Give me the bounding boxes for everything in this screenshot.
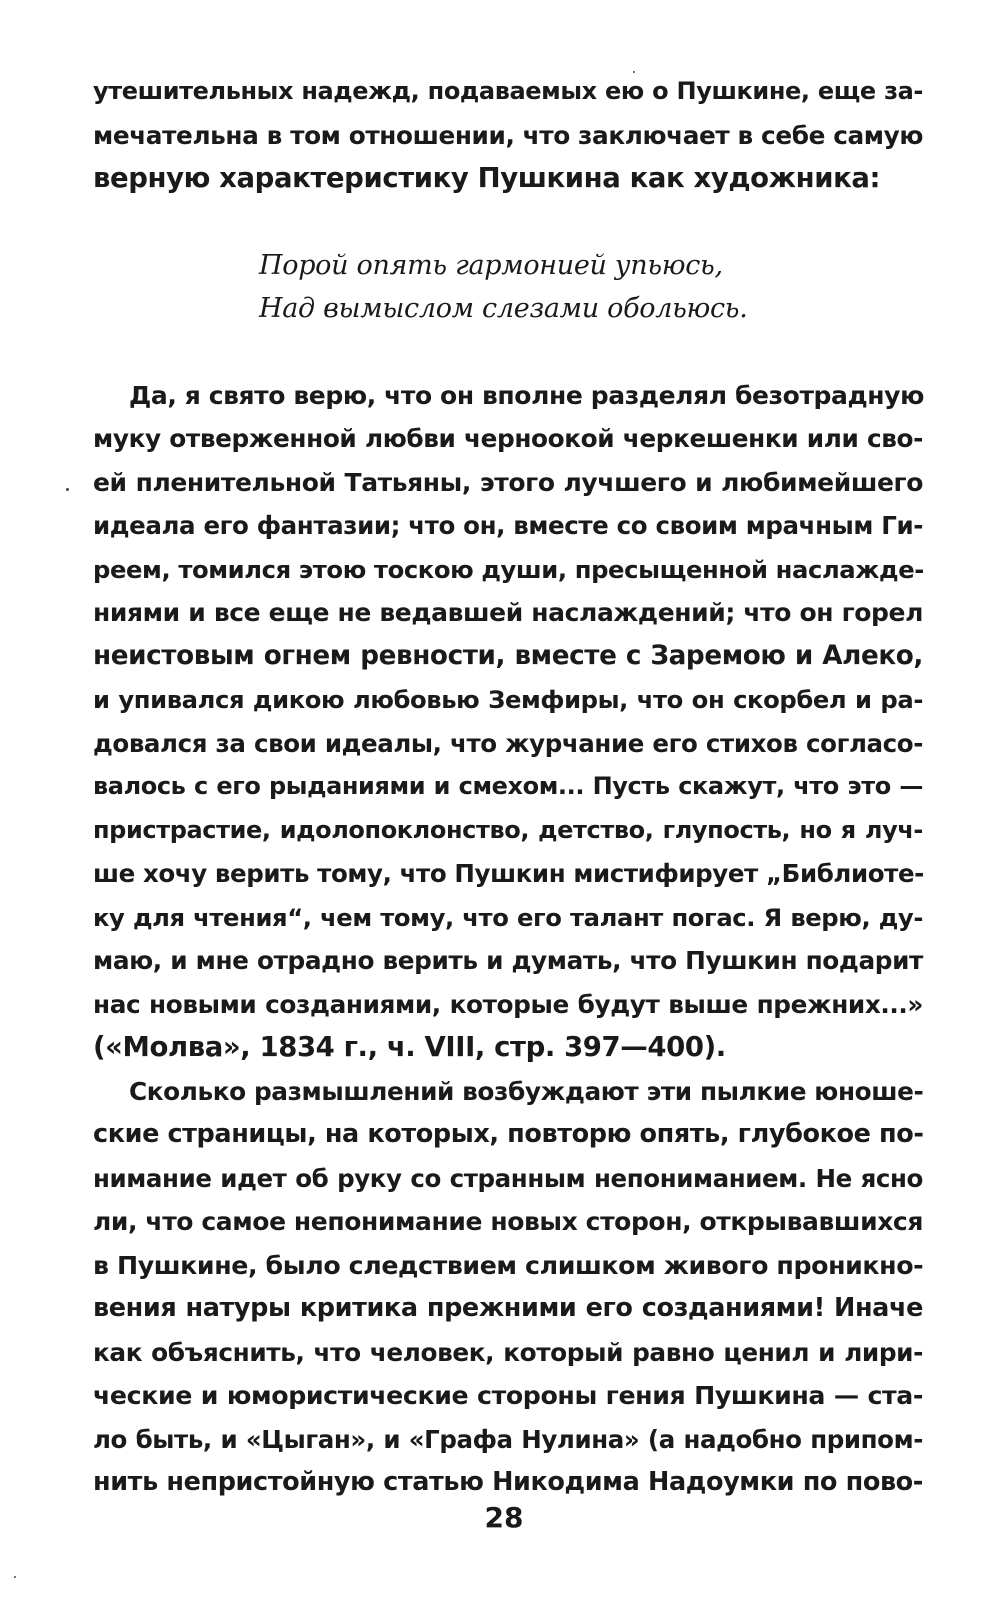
text-line: Сколько размышлений возбуждают эти пылкие юноше- xyxy=(129,1076,924,1106)
text-line: вения натуры критика прежними его созданиями! Иначе xyxy=(93,1293,923,1323)
text-line: ло быть, и «Цыган», и «Графа Нулина» (а надобно припом- xyxy=(93,1424,923,1454)
text-line: реем, томился этою тоскою души, пресыщенной наслажде- xyxy=(93,554,924,584)
text-line: ей пленительной Татьяны, этого лучшего и любимейшего xyxy=(93,467,923,497)
verse-line: Над вымыслом слезами обольюсь. xyxy=(259,293,748,324)
text-line: Да, я свято верю, что он вполне разделял безотрадную xyxy=(129,380,924,410)
text-line: нимание идет об руку со странным непониманием. Не ясно xyxy=(93,1163,923,1193)
text-line: ские страницы, на которых, повторю опять, глубокое по- xyxy=(93,1119,924,1149)
text-line: идеала его фантазии; что он, вместе со своим мрачным Ги- xyxy=(93,511,923,540)
page-number: 28 xyxy=(484,1501,524,1534)
text-line: ниями и все еще не ведавшей наслаждений; что он горел xyxy=(93,598,923,627)
scan-speck xyxy=(633,71,635,73)
text-line: неистовым огнем ревности, вместе с Заремою и Алеко, xyxy=(93,640,923,671)
text-line: утешительных надежд, подаваемых ею о Пушкине, еще за- xyxy=(93,77,923,105)
text-line: нас новыми созданиями, которые будут выше прежних...» xyxy=(93,989,923,1019)
scan-speck xyxy=(66,488,69,491)
text-line: муку отверженной любви черноокой черкешенки или сво- xyxy=(93,424,923,453)
page-body xyxy=(93,70,923,1505)
verse-line: Порой опять гармонией упьюсь, xyxy=(259,249,723,281)
paragraph-1 xyxy=(93,70,923,201)
text-line: пристрастие, идолопоклонство, детство, глупость, но я луч- xyxy=(93,815,923,844)
text-line: ли, что самое непонимание новых сторон, открывавшихся xyxy=(93,1207,923,1236)
spacer xyxy=(93,201,923,244)
verse-quote xyxy=(93,244,923,331)
paragraph-2 xyxy=(93,374,923,1070)
text-line: ку для чтения“, чем тому, что его талант погас. Я верю, ду- xyxy=(93,902,923,932)
scan-speck xyxy=(14,1576,16,1578)
text-line: довался за свои идеалы, что журчание его стихов согласо- xyxy=(93,728,923,758)
text-line: ше хочу верить тому, что Пушкин мистифирует „Библиоте- xyxy=(93,859,924,888)
text-line: маю, и мне отрадно верить и думать, что Пушкин подарит xyxy=(93,946,923,975)
text-line: («Молва», 1834 г., ч. VIII, стр. 397—400). xyxy=(93,1031,726,1063)
paragraph-3 xyxy=(93,1070,923,1505)
text-line: и упивался дикою любовью Земфиры, что он скорбел и ра- xyxy=(93,685,923,714)
spacer xyxy=(93,331,923,374)
text-line: верную характеристику Пушкина как художника: xyxy=(93,162,881,194)
text-line: мечательна в том отношении, что заключает в себе самую xyxy=(93,120,923,150)
text-line: как объяснить, что человек, который равно ценил и лири- xyxy=(93,1337,923,1367)
text-line: в Пушкине, было следствием слишком живого проникно- xyxy=(93,1250,924,1280)
text-line: ческие и юмористические стороны гения Пушкина — ста- xyxy=(93,1381,923,1410)
text-line: валось с его рыданиями и смехом... Пусть скажут, что это — xyxy=(93,772,923,800)
text-line: нить непристойную статью Никодима Надоумки по пово- xyxy=(93,1467,923,1497)
